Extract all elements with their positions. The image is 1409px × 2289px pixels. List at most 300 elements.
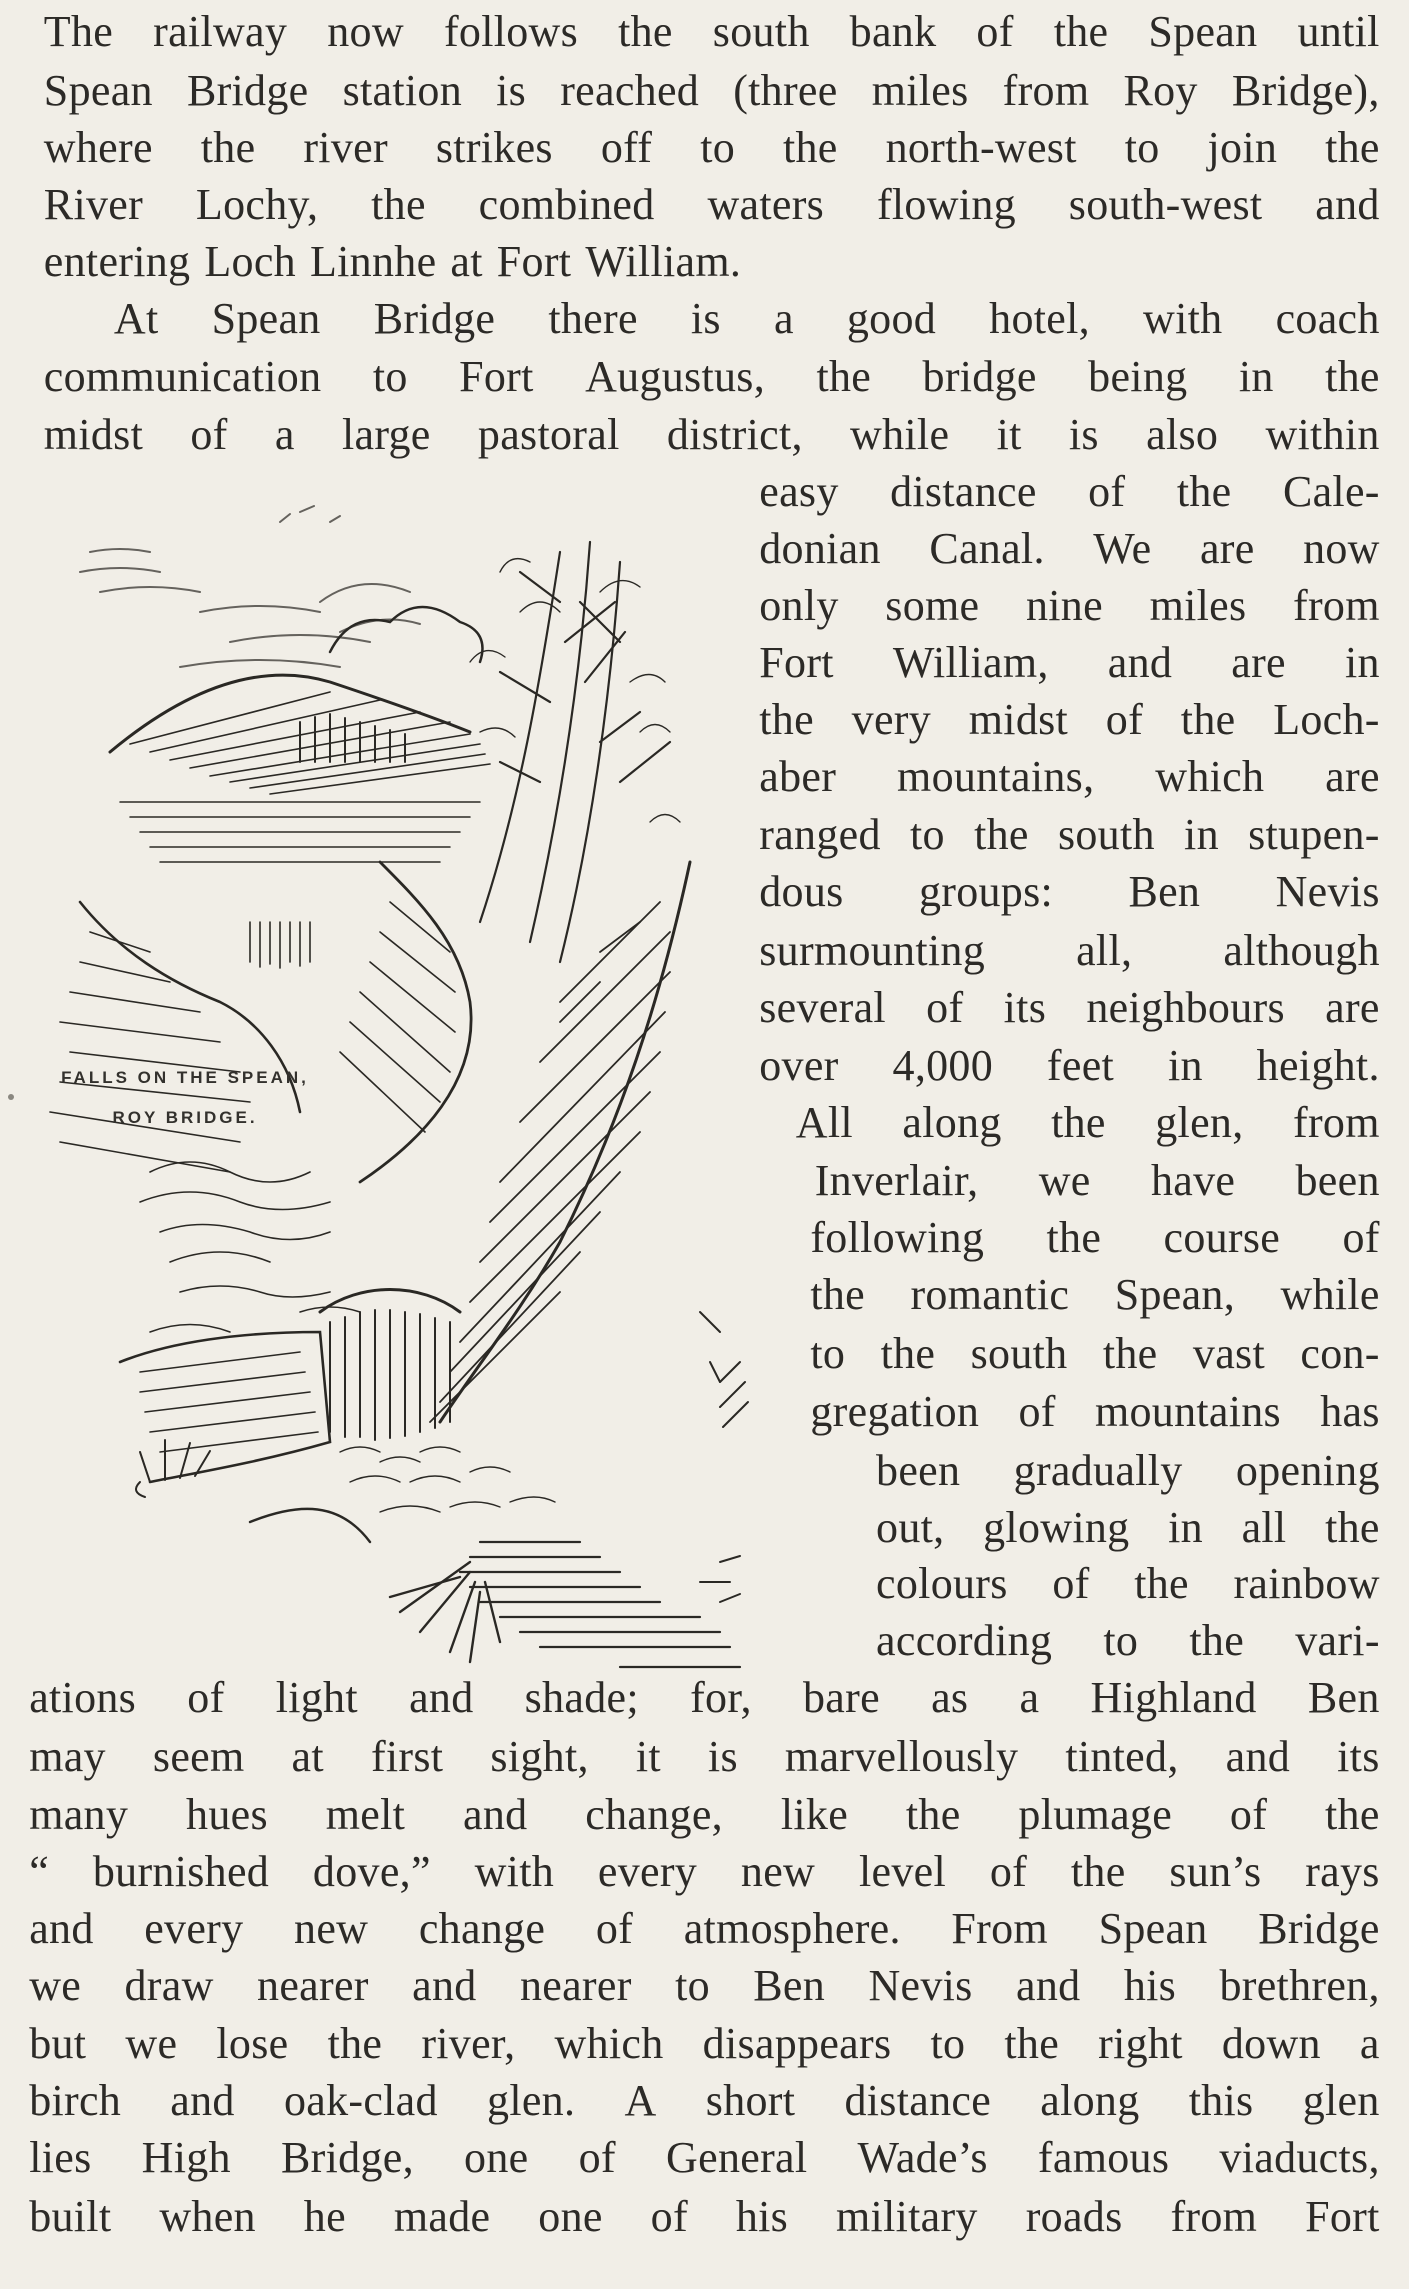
word: famous [1037, 2133, 1170, 2183]
word: been [876, 1445, 961, 1495]
word: this [1188, 2076, 1254, 2126]
word: “ [29, 1847, 50, 1897]
text-line [759, 635, 1380, 691]
word: now [327, 7, 404, 57]
word: Ben [1128, 867, 1201, 917]
word: Bridge [186, 65, 309, 115]
word: Spean, [1114, 1270, 1236, 1320]
word: Fort [459, 351, 534, 401]
word: midst [968, 695, 1069, 745]
word: all [1241, 1502, 1287, 1552]
word: Fort [759, 638, 834, 688]
word: the [905, 1790, 961, 1840]
word: built [29, 2191, 112, 2241]
word: the [1176, 467, 1232, 517]
word: every [144, 1904, 244, 1954]
word: are [1231, 638, 1286, 688]
word: the [782, 122, 838, 172]
word: nearer [519, 1960, 632, 2010]
word: mountains, [897, 752, 1095, 802]
word: and [412, 1960, 477, 2010]
text-line [29, 1901, 1380, 1957]
word: of [578, 2133, 616, 2183]
word: are [1325, 752, 1380, 802]
word: several [759, 982, 886, 1032]
word: combined [478, 179, 655, 229]
word: the [1004, 2019, 1060, 2069]
text-line [29, 1958, 1380, 2014]
word: rays [1305, 1847, 1380, 1897]
figure-caption [20, 1058, 350, 1138]
word: have [1150, 1156, 1236, 1206]
word: A [624, 2076, 657, 2126]
text-line [29, 1787, 1380, 1843]
word: distance [844, 2076, 992, 2126]
word: with [1143, 293, 1223, 343]
word: Wade’s [857, 2133, 988, 2183]
word: Augustus, [585, 351, 766, 401]
word: all, [1076, 925, 1133, 975]
text-line [759, 692, 1380, 748]
text-line [810, 1384, 1379, 1440]
word: Spean [1098, 1904, 1208, 1954]
word: lies [29, 2133, 92, 2183]
caption-line-1: FALLS ON THE SPEAN, [61, 1068, 309, 1087]
word: opening [1235, 1445, 1380, 1495]
word: surmounting [759, 925, 985, 975]
word: roads [1025, 2191, 1123, 2241]
word: south [1057, 810, 1155, 860]
word: midst [43, 410, 144, 460]
word: sight, [490, 1731, 589, 1781]
word: from [1293, 581, 1380, 631]
word: Spean [211, 293, 321, 343]
word: aber [759, 752, 837, 802]
word: and [463, 1790, 528, 1840]
word: to [930, 2019, 966, 2069]
text-line [876, 1500, 1380, 1556]
word: of [926, 982, 964, 1032]
word: is [496, 65, 527, 115]
word: south-west [1068, 179, 1263, 229]
word: to [372, 351, 408, 401]
word: military [836, 2191, 978, 2241]
word: glowing [983, 1502, 1130, 1552]
text-line [44, 120, 1380, 176]
word: the [1325, 1502, 1380, 1552]
text-line [29, 2016, 1380, 2072]
word: and [1225, 1731, 1291, 1781]
word: a [274, 410, 295, 460]
word: stupen- [1248, 810, 1380, 860]
word: is [1068, 410, 1099, 460]
word: of [595, 1904, 634, 1954]
word: Fort [1305, 2191, 1380, 2241]
word: are [1325, 982, 1380, 1032]
word: very [851, 695, 932, 745]
word: river [303, 122, 388, 172]
word: the [810, 1270, 865, 1320]
word: donian [759, 524, 881, 574]
word: its [1337, 1731, 1380, 1781]
word: its [1003, 982, 1047, 1032]
word: station [342, 65, 463, 115]
word: gradually [1013, 1445, 1183, 1495]
text-line [44, 4, 1380, 60]
word: when [159, 2191, 256, 2241]
word: of [190, 410, 228, 460]
word: light [275, 1673, 358, 1723]
word: the [1180, 695, 1236, 745]
word: some [885, 581, 980, 631]
word: the [1070, 1847, 1126, 1897]
word: con- [1300, 1328, 1380, 1378]
text-line [44, 234, 755, 290]
word: Spean [43, 65, 153, 115]
word: following [810, 1213, 985, 1263]
word: Nevis [1275, 867, 1380, 917]
word: Fort [496, 236, 572, 286]
word: (three [733, 65, 838, 115]
word: and [409, 1673, 474, 1723]
text-line [759, 923, 1380, 979]
word: with [474, 1847, 555, 1897]
word: flowing [876, 179, 1016, 229]
word: to [810, 1328, 846, 1378]
word: in [1167, 1041, 1203, 1091]
word: new [740, 1847, 816, 1897]
word: General [666, 2133, 808, 2183]
word: William, [892, 638, 1049, 688]
word: The [43, 7, 114, 57]
text-line [44, 407, 1380, 463]
text-line [29, 2189, 1380, 2245]
word: out, [876, 1502, 945, 1552]
word: height. [1256, 1041, 1380, 1091]
word: of [650, 2191, 688, 2241]
word: follows [443, 7, 579, 57]
word: of [1229, 1790, 1268, 1840]
word: of [1105, 695, 1144, 745]
caption-line-2: ROY BRIDGE. [112, 1108, 258, 1127]
word: within [1265, 410, 1380, 460]
word: the [1046, 1213, 1102, 1263]
word: we [125, 2019, 178, 2069]
text-line [29, 1729, 1380, 1785]
word: ranged [759, 810, 881, 860]
word: easy [759, 467, 839, 517]
text-line [759, 521, 1380, 577]
text-line [759, 578, 1380, 634]
text-line [44, 349, 1380, 405]
word: miles [871, 65, 969, 115]
word: of [989, 1847, 1028, 1897]
word: dove,” [312, 1847, 431, 1897]
word: in [1344, 638, 1380, 688]
word: while [850, 410, 950, 460]
word: the [1325, 122, 1380, 172]
word: glen, [1155, 1098, 1244, 1148]
word: but [29, 2019, 87, 2069]
word: his [735, 2191, 789, 2241]
word: disappears [702, 2019, 892, 2069]
word: a [1359, 2019, 1380, 2069]
word: until [1297, 7, 1380, 57]
text-line [29, 2130, 1380, 2186]
word: Ben [753, 1960, 826, 2010]
word: Lochy, [195, 179, 319, 229]
word: is [707, 1731, 738, 1781]
word: to [1103, 1616, 1139, 1666]
word: course [1163, 1213, 1281, 1263]
word: of [1088, 467, 1126, 517]
text-line [810, 1326, 1379, 1382]
word: the [1134, 1559, 1189, 1609]
word: the [200, 122, 256, 172]
word: one [464, 2133, 529, 2183]
text-line [44, 63, 1380, 119]
word: of [1052, 1559, 1090, 1609]
word: ations [29, 1673, 137, 1723]
word: hues [186, 1790, 268, 1840]
word: railway [153, 7, 288, 57]
word: to [910, 810, 945, 860]
word: been [1295, 1156, 1380, 1206]
word: 4,000 [892, 1041, 994, 1091]
word: we [29, 1960, 82, 2010]
word: good [846, 293, 937, 343]
word: romantic [910, 1270, 1070, 1320]
word: hotel, [989, 293, 1090, 343]
word: burnished [92, 1847, 270, 1897]
text-line [114, 291, 1380, 347]
word: the [327, 2019, 383, 2069]
word: oak-clad [283, 2076, 438, 2126]
word: waters [707, 179, 825, 229]
word: from [1293, 1098, 1380, 1148]
word: and [170, 2076, 235, 2126]
word: he [303, 2191, 346, 2241]
word: as [931, 1673, 969, 1723]
word: seem [152, 1731, 245, 1781]
word: the [1325, 1790, 1380, 1840]
word: viaducts, [1219, 2133, 1380, 2183]
word: From [951, 1904, 1048, 1954]
word: the [1053, 7, 1109, 57]
word: nine [1025, 581, 1103, 631]
word: pastoral [477, 410, 620, 460]
word: Inverlair, [814, 1156, 979, 1206]
word: from [1170, 2191, 1258, 2241]
word: the [759, 695, 814, 745]
word: level [858, 1847, 946, 1897]
word: along [1040, 2076, 1140, 2126]
word: rainbow [1233, 1559, 1380, 1609]
word: large [342, 410, 431, 460]
word: the [880, 1328, 936, 1378]
text-line [44, 177, 1380, 233]
word: to [1124, 122, 1160, 172]
word: High [141, 2133, 231, 2183]
text-line [759, 807, 1380, 863]
word: change, [585, 1790, 723, 1840]
word: although [1223, 925, 1380, 975]
word: and [1315, 179, 1380, 229]
word: Bridge), [1231, 65, 1380, 115]
word: communication [43, 351, 322, 401]
word: vast [1192, 1328, 1265, 1378]
text-line [810, 1267, 1379, 1323]
word: in [1168, 1502, 1203, 1552]
word: a [1019, 1673, 1040, 1723]
word: Ben [1307, 1673, 1380, 1723]
word: feet [1046, 1041, 1115, 1091]
word: birch [29, 2076, 122, 2126]
word: Highland [1090, 1673, 1257, 1723]
word: lose [216, 2019, 289, 2069]
word: dous [759, 867, 844, 917]
word: according [876, 1616, 1053, 1666]
word: the [974, 810, 1029, 860]
word: melt [325, 1790, 406, 1840]
word: it [996, 410, 1022, 460]
word: are [1199, 524, 1255, 574]
word: glen [1302, 2076, 1380, 2126]
word: and [1107, 638, 1173, 688]
word: now [1303, 524, 1380, 574]
word: of [1018, 1387, 1056, 1437]
text-line [810, 1210, 1379, 1266]
word: distance [890, 467, 1037, 517]
word: where [43, 122, 153, 172]
word: in [1184, 810, 1219, 860]
word: Roy [1123, 65, 1198, 115]
word: the [618, 7, 673, 57]
text-line [29, 2073, 1380, 2129]
word: at [291, 1731, 324, 1781]
word: made [393, 2191, 491, 2241]
word: it [635, 1731, 661, 1781]
text-line [29, 1844, 1380, 1900]
word: may [29, 1731, 106, 1781]
word: gregation [810, 1387, 980, 1437]
word: north-west [885, 122, 1077, 172]
word: At [113, 293, 159, 343]
word: while [1280, 1270, 1380, 1320]
word: the [1102, 1328, 1158, 1378]
text-line [876, 1556, 1380, 1612]
text-line [815, 1153, 1380, 1209]
word: for, [690, 1673, 752, 1723]
text-line [759, 1038, 1380, 1094]
word: sun’s [1169, 1847, 1262, 1897]
word: shade; [524, 1673, 639, 1723]
word: which [554, 2019, 664, 2069]
word: only [759, 581, 839, 631]
word: plumage [1018, 1790, 1173, 1840]
word: along [902, 1098, 1002, 1148]
word: being [1088, 351, 1188, 401]
word: groups: [918, 867, 1054, 917]
word: new [294, 1904, 369, 1954]
word: every [597, 1847, 698, 1897]
word: the [1325, 351, 1380, 401]
text-line [876, 1613, 1380, 1669]
word: nearer [257, 1960, 369, 2010]
word: Canal. [929, 524, 1045, 574]
word: his [1123, 1960, 1177, 2010]
text-line [796, 1095, 1380, 1151]
text-line [759, 464, 1380, 520]
word: glen. [487, 2076, 576, 2126]
word: and [1016, 1960, 1081, 2010]
word: brethren, [1219, 1960, 1380, 2010]
text-line [876, 1443, 1380, 1499]
word: first [370, 1731, 444, 1781]
word: is [690, 293, 721, 343]
word: bridge [922, 351, 1037, 401]
word: colours [876, 1559, 1008, 1609]
word: right [1098, 2019, 1183, 2069]
word: bare [802, 1673, 880, 1723]
word: Bridge, [281, 2133, 414, 2183]
word: Loch [204, 236, 296, 286]
word: the [1051, 1098, 1106, 1148]
word: Loch- [1273, 695, 1380, 745]
word: Cale- [1282, 467, 1380, 517]
text-line [759, 980, 1380, 1036]
word: neighbours [1086, 982, 1285, 1032]
word: to [675, 1960, 710, 2010]
word: of [187, 1673, 225, 1723]
word: river, [421, 2019, 516, 2069]
word: of [976, 7, 1014, 57]
word: the [371, 179, 426, 229]
word: bank [849, 7, 937, 57]
stray-dot [8, 1094, 14, 1100]
word: Spean [1148, 7, 1258, 57]
word: also [1146, 410, 1219, 460]
word: and [29, 1904, 94, 1954]
word: strikes [435, 122, 553, 172]
word: William. [585, 236, 742, 286]
word: miles [1149, 581, 1247, 631]
word: there [548, 293, 638, 343]
word: mountains [1094, 1387, 1281, 1437]
word: from [1002, 65, 1090, 115]
word: join [1207, 122, 1278, 172]
word: in [1238, 351, 1274, 401]
word: tinted, [1065, 1731, 1179, 1781]
word: draw [124, 1960, 214, 2010]
word: the [1189, 1616, 1245, 1666]
word: district, [666, 410, 803, 460]
word: atmosphere. [683, 1904, 901, 1954]
word: has [1320, 1387, 1380, 1437]
word: to [700, 122, 736, 172]
word: entering [43, 236, 191, 286]
word: of [1342, 1213, 1380, 1263]
word: River [43, 179, 144, 229]
word: a [773, 293, 794, 343]
text-line [759, 864, 1380, 920]
word: many [29, 1790, 129, 1840]
text-line [759, 749, 1380, 805]
word: We [1093, 524, 1152, 574]
word: over [759, 1041, 839, 1091]
word: we [1038, 1156, 1091, 1206]
word: short [705, 2076, 796, 2126]
